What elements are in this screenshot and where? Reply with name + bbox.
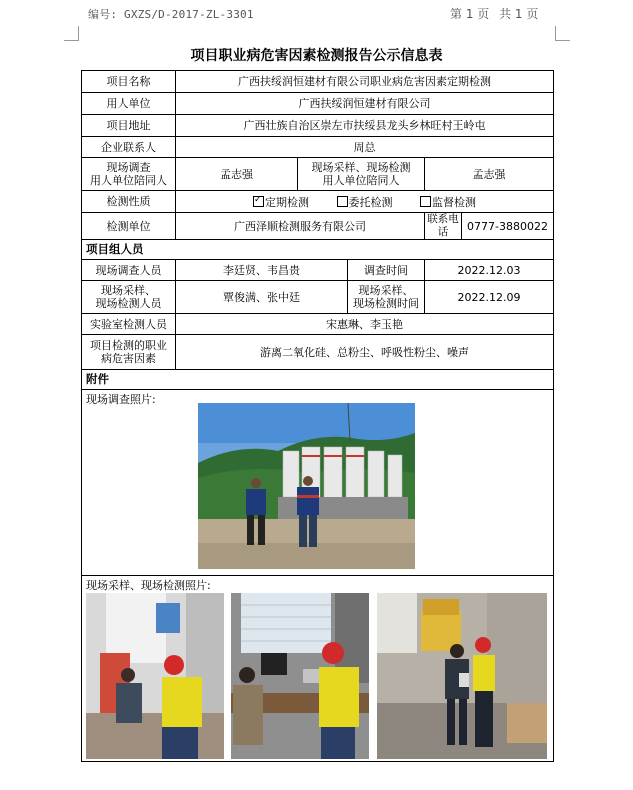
contact-value: 周总	[176, 137, 554, 158]
survey-companion-value: 孟志强	[176, 158, 298, 191]
contact-label: 企业联系人	[82, 137, 176, 158]
attachments-section-title: 附件	[82, 370, 554, 390]
row-lab	[82, 213, 554, 240]
sampling-companion-value: 孟志强	[425, 158, 554, 191]
page-total: 共 1 页	[499, 7, 539, 21]
sampling-photos-label: 现场采样、现场检测照片:	[86, 579, 211, 592]
lab-staff-value: 宋惠琳、李玉艳	[176, 314, 554, 335]
survey-photo	[198, 403, 415, 569]
margin-corner-mark	[64, 26, 79, 41]
checkbox-checked-icon	[253, 196, 264, 207]
sampling-photo-3	[377, 593, 547, 759]
info-table	[81, 70, 554, 762]
sampling-photo-1	[86, 593, 224, 759]
survey-staff-label: 现场调查人员	[82, 260, 176, 281]
sampling-photo-2	[231, 593, 369, 759]
option-supervision-label: 监督检测	[432, 195, 477, 209]
sampling-photos-cell	[82, 576, 554, 762]
row-team-section	[82, 240, 554, 260]
row-companions	[82, 158, 554, 191]
sampling-staff-value: 覃俊满、张中廷	[176, 281, 348, 314]
phone-value: 0777-3880022	[462, 213, 554, 240]
hazards-label: 项目检测的职业 病危害因素	[82, 335, 176, 370]
nature-options	[176, 191, 554, 213]
project-name-value: 广西扶绥润恒建材有限公司职业病危害因素定期检测	[176, 71, 554, 93]
row-survey-staff	[82, 260, 554, 281]
team-section-title: 项目组人员	[82, 240, 554, 260]
sampling-companion-label: 现场采样、现场检测 用人单位陪同人	[298, 158, 425, 191]
checkbox-empty-icon	[337, 196, 348, 207]
row-attachments-section	[82, 370, 554, 390]
lab-value: 广西泽顺检测服务有限公司	[176, 213, 425, 240]
page-indicator	[450, 5, 544, 22]
row-sampling-staff	[82, 281, 554, 314]
lab-staff-label: 实验室检测人员	[82, 314, 176, 335]
survey-time-value: 2022.12.03	[425, 260, 554, 281]
page-number: 第 1 页	[450, 7, 490, 21]
employer-value: 广西扶绥润恒建材有限公司	[176, 93, 554, 115]
address-label: 项目地址	[82, 115, 176, 137]
row-hazards	[82, 335, 554, 370]
row-nature	[82, 191, 554, 213]
survey-staff-value: 李廷贤、韦昌贵	[176, 260, 348, 281]
sampling-staff-label: 现场采样、 现场检测人员	[82, 281, 176, 314]
hazards-value: 游离二氧化硅、总粉尘、呼吸性粉尘、噪声	[176, 335, 554, 370]
survey-time-label: 调查时间	[348, 260, 425, 281]
option-entrusted[interactable]	[337, 195, 393, 209]
sampling-time-label: 现场采样、 现场检测时间	[348, 281, 425, 314]
checkbox-empty-icon	[420, 196, 431, 207]
margin-corner-mark	[555, 26, 570, 41]
option-supervision[interactable]	[420, 195, 476, 209]
lab-label: 检测单位	[82, 213, 176, 240]
survey-photos-cell	[82, 390, 554, 576]
nature-label: 检测性质	[82, 191, 176, 213]
row-sampling-photos	[82, 576, 554, 762]
address-value: 广西壮族自治区崇左市扶绥县龙头乡林旺村王岭屯	[176, 115, 554, 137]
project-name-label: 项目名称	[82, 71, 176, 93]
row-project-name	[82, 71, 554, 93]
employer-label: 用人单位	[82, 93, 176, 115]
page-title: 项目职业病危害因素检测报告公示信息表	[190, 48, 443, 64]
option-periodic-label: 定期检测	[265, 195, 310, 209]
sampling-time-value: 2022.12.09	[425, 281, 554, 314]
document-code: 编号: GXZS/D-2017-ZL-3301	[88, 8, 254, 21]
row-contact	[82, 137, 554, 158]
row-lab-staff	[82, 314, 554, 335]
row-employer	[82, 93, 554, 115]
survey-companion-label: 现场调查 用人单位陪同人	[82, 158, 176, 191]
row-survey-photos	[82, 390, 554, 576]
option-entrusted-label: 委托检测	[348, 195, 393, 209]
row-address	[82, 115, 554, 137]
phone-label: 联系电话	[425, 213, 462, 240]
survey-photos-label: 现场调查照片:	[86, 393, 156, 406]
option-periodic[interactable]	[253, 195, 309, 209]
